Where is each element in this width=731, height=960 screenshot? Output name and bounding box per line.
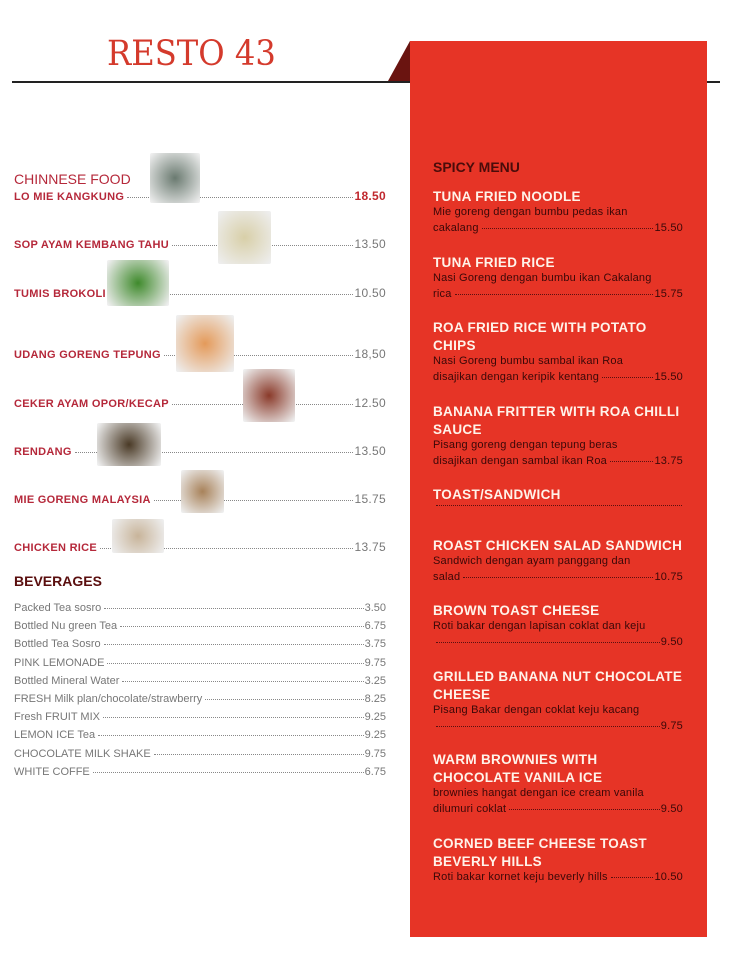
description-text: Nasi Goreng bumbu sambal ikan Roa (433, 355, 624, 367)
description-text: salad (433, 570, 461, 583)
food-photo (218, 211, 271, 264)
beverage-name: Fresh FRUIT MIX (14, 711, 100, 724)
description-text: cakalang (433, 221, 479, 234)
beverage-item[interactable] (14, 675, 386, 687)
menu-item-price: 9.50 (660, 635, 683, 648)
beverage-name: WHITE COFFE (14, 765, 90, 778)
description-text: dilumuri coklat (433, 802, 507, 815)
dotted-leader (104, 607, 363, 609)
menu-item-price: 9.50 (660, 802, 683, 815)
menu-item-price: 13.75 (654, 454, 683, 467)
toast-sandwich-heading: TOAST/SANDWICH (433, 487, 561, 502)
dotted-leader (509, 809, 659, 810)
menu-item-price: 10.50 (654, 871, 683, 883)
beverage-item[interactable] (14, 657, 386, 669)
menu-item-name: SOP AYAM KEMBANG TAHU (14, 239, 170, 251)
menu-item-price: 10.75 (654, 570, 683, 583)
description-text: Roti bakar dengan lapisan coklat dan keju (433, 620, 646, 632)
dotted-leader (436, 726, 660, 727)
menu-item-title[interactable]: TUNA FRIED NOODLE (433, 189, 581, 204)
menu-item-price: 13.50 (354, 444, 386, 458)
description-text: Roti bakar kornet keju beverly hills (433, 871, 608, 883)
menu-item-price: 18.50 (354, 189, 386, 203)
menu-item-description (433, 704, 683, 716)
description-text: brownies hangat dengan ice cream vanila (433, 787, 644, 799)
dotted-leader (103, 716, 364, 718)
beverage-price: 9.25 (364, 729, 386, 742)
menu-item-price: 15.50 (654, 370, 683, 383)
chinese-food-heading: CHINNESE FOOD (14, 171, 131, 187)
menu-item[interactable] (14, 237, 386, 251)
menu-item-price: 13.50 (354, 237, 386, 251)
dotted-leader (463, 577, 653, 578)
dotted-leader (205, 698, 363, 700)
beverages-heading: BEVERAGES (14, 573, 102, 589)
beverage-item[interactable] (14, 693, 386, 705)
description-text: Sandwich dengan ayam panggang dan (433, 555, 631, 567)
beverage-price: 9.25 (364, 711, 386, 724)
menu-item-price: 9.75 (660, 719, 683, 732)
dotted-leader (107, 662, 363, 664)
beverage-price: 3.75 (364, 638, 386, 651)
spicy-menu-heading: SPICY MENU (433, 159, 520, 175)
menu-item[interactable] (14, 540, 386, 554)
beverage-item[interactable] (14, 748, 386, 760)
menu-item-description (433, 571, 683, 583)
menu-item-description (433, 222, 683, 234)
beverage-item[interactable] (14, 729, 386, 741)
menu-item[interactable] (14, 444, 386, 458)
menu-item-name: MIE GORENG MALAYSIA (14, 494, 151, 506)
dotted-leader (610, 461, 654, 462)
dotted-leader (98, 734, 363, 736)
menu-item-description (433, 439, 683, 451)
menu-item-price: 12.50 (354, 396, 386, 410)
menu-item[interactable] (14, 396, 386, 410)
dotted-leader (436, 642, 660, 643)
description-text: Mie goreng dengan bumbu pedas ikan (433, 206, 628, 218)
food-photo (176, 315, 234, 372)
food-photo (150, 153, 200, 203)
menu-item-name: UDANG GORENG TEPUNG (14, 349, 161, 361)
beverage-price: 9.75 (364, 747, 386, 760)
menu-item-price: 15.75 (354, 492, 386, 506)
beverage-price: 6.75 (364, 765, 386, 778)
toast-divider (433, 507, 683, 508)
beverage-price: 3.25 (364, 674, 386, 687)
beverage-name: Bottled Mineral Water (14, 674, 120, 687)
description-text: Pisang Bakar dengan coklat keju kacang (433, 704, 640, 716)
beverage-name: LEMON ICE Tea (14, 729, 96, 742)
dotted-leader (602, 377, 653, 378)
beverage-name: PINK LEMONADE (14, 656, 105, 669)
food-photo (107, 260, 169, 306)
menu-item-title[interactable]: BROWN TOAST CHEESE (433, 603, 600, 618)
beverage-price: 6.75 (364, 620, 386, 633)
food-photo (181, 470, 224, 513)
panel-fold-decoration (388, 41, 410, 81)
menu-item-title[interactable]: BANANA FRITTER WITH ROA CHILLI SAUCE (433, 404, 680, 437)
description-text: rica (433, 287, 452, 300)
dotted-leader (611, 877, 654, 878)
menu-item-price: 10.50 (354, 286, 386, 300)
dotted-leader (122, 680, 363, 682)
dotted-leader (120, 625, 363, 627)
menu-item-description (433, 206, 683, 218)
menu-item-description (433, 371, 683, 383)
beverage-price: 9.75 (364, 656, 386, 669)
beverage-price: 8.25 (364, 693, 386, 705)
menu-item-name: CHICKEN RICE (14, 542, 98, 554)
beverage-item[interactable] (14, 711, 386, 723)
beverage-name: Bottled Tea Sosro (14, 638, 101, 651)
menu-item-description (433, 455, 683, 467)
menu-item-description (433, 871, 683, 883)
menu-item[interactable] (14, 286, 386, 300)
food-photo (97, 423, 161, 466)
dotted-leader (104, 643, 364, 645)
beverage-name: FRESH Milk plan/chocolate/strawberry (14, 693, 203, 705)
menu-item-description (433, 787, 683, 799)
menu-item-title[interactable]: ROAST CHICKEN SALAD SANDWICH (433, 538, 683, 553)
menu-item-name: RENDANG (14, 446, 72, 458)
dotted-leader (154, 753, 364, 755)
description-text: disajikan dengan sambal ikan Roa (433, 454, 607, 467)
beverage-name: Packed Tea sosro (14, 602, 102, 614)
menu-item-description (433, 620, 683, 632)
menu-item-title[interactable]: TUNA FRIED RICE (433, 255, 555, 270)
menu-item-title[interactable]: ROA FRIED RICE WITH POTATO CHIPS (433, 320, 647, 353)
menu-item-price: 13.75 (354, 540, 386, 554)
menu-item-description (433, 720, 683, 732)
beverage-price: 3.50 (364, 602, 386, 614)
food-photo (112, 519, 164, 553)
beverage-item[interactable] (14, 766, 386, 778)
menu-item-name: CEKER AYAM OPOR/KECAP (14, 398, 169, 410)
dotted-leader (455, 294, 654, 295)
food-photo (243, 369, 295, 422)
restaurant-title: RESTO 43 (107, 34, 276, 74)
menu-item-title[interactable]: CORNED BEEF CHEESE TOAST BEVERLY HILLS (433, 836, 647, 869)
menu-item-title[interactable]: WARM BROWNIES WITH CHOCOLATE VANILA ICE (433, 752, 603, 785)
dotted-leader (482, 228, 654, 229)
beverage-item[interactable] (14, 620, 386, 632)
menu-item-description (433, 288, 683, 300)
beverage-item[interactable] (14, 602, 386, 614)
menu-item-description (433, 355, 683, 367)
dotted-leader (93, 771, 364, 773)
beverage-name: CHOCOLATE MILK SHAKE (14, 747, 151, 760)
description-text: Pisang goreng dengan tepung beras (433, 439, 618, 451)
beverage-name: Bottled Nu green Tea (14, 620, 118, 633)
menu-item-price: 18,50 (354, 347, 386, 361)
menu-item-description (433, 272, 683, 284)
menu-item-description (433, 555, 683, 567)
menu-item-price: 15.75 (654, 287, 683, 300)
menu-item-description (433, 636, 683, 648)
menu-item-name: TUMIS BROKOLI (14, 288, 106, 300)
description-text: disajikan dengan keripik kentang (433, 370, 600, 383)
menu-item-title[interactable]: GRILLED BANANA NUT CHOCOLATE CHEESE (433, 669, 683, 702)
menu-item-name: LO MIE KANGKUNG (14, 191, 125, 203)
beverage-item[interactable] (14, 638, 386, 650)
menu-item-price: 15.50 (654, 221, 683, 234)
menu-item-description (433, 803, 683, 815)
menu-item[interactable] (14, 189, 386, 203)
description-text: Nasi Goreng dengan bumbu ikan Cakalang (433, 272, 652, 284)
